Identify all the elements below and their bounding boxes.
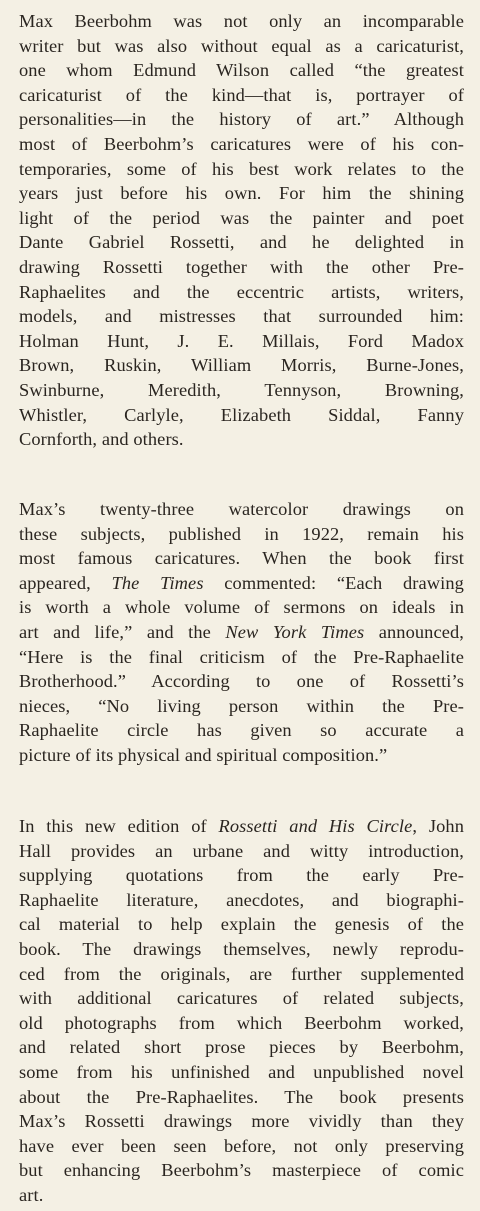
line-text: models, and mistresses that surrounded him: [19, 306, 464, 327]
line-text: most of Beerbohm’s caricatures were of his con- [19, 133, 464, 154]
text-line [19, 546, 464, 571]
text-line [19, 304, 464, 329]
text-line [19, 230, 464, 255]
line-text: have ever been seen before, not only preserving [19, 1135, 464, 1156]
paragraph-3 [19, 814, 464, 1208]
italic-title-text: The Times [111, 572, 204, 593]
line-text: picture of its physical and spiritual composition.” [19, 744, 388, 765]
line-text: Max’s Rossetti drawings more vividly than they [19, 1111, 464, 1132]
text-line [19, 645, 464, 670]
text-line [19, 1158, 464, 1183]
line-text: book. The drawings themselves, newly reprodu- [19, 938, 464, 959]
line-text: cal material to help explain the genesis of the [19, 914, 464, 935]
line-text: Swinburne, Meredith, Tennyson, Browning, [19, 379, 464, 400]
text-line [19, 206, 464, 231]
line-text: temporaries, some of his best work relates to the [19, 158, 464, 179]
line-text: most famous caricatures. When the book first [19, 548, 464, 569]
line-text: caricaturist of the kind—that is, portrayer of [19, 84, 464, 105]
text-line [19, 58, 464, 83]
line-text: these subjects, published in 1922, remain his [19, 523, 464, 544]
line-text: Raphaelite literature, anecdotes, and biographi- [19, 889, 464, 910]
text-line [19, 620, 464, 645]
text-line [19, 937, 464, 962]
line-text: is worth a whole volume of sermons on ideals in [19, 597, 464, 618]
text-line [19, 403, 464, 428]
line-text: art. [19, 1184, 44, 1205]
line-text: one whom Edmund Wilson called “the greatest [19, 60, 464, 81]
line-text: “Here is the final criticism of the Pre-Raphaelite [19, 646, 464, 667]
text-line [19, 181, 464, 206]
text-line [19, 34, 464, 59]
line-text: Dante Gabriel Rossetti, and he delighted in [19, 232, 464, 253]
text-line [19, 1085, 464, 1110]
text-line [19, 497, 464, 522]
line-text: , John [412, 816, 464, 836]
line-text: announced, [364, 621, 464, 642]
line-text: nieces, “No living person within the Pre- [19, 695, 464, 716]
text-line [19, 1060, 464, 1085]
text-line [19, 814, 464, 839]
line-text: drawing Rossetti together with the other Pre- [19, 256, 464, 277]
text-line [19, 962, 464, 987]
text-line [19, 1035, 464, 1060]
line-text: Hall provides an urbane and witty introduction, [19, 840, 464, 861]
text-line [19, 427, 464, 452]
line-text: years just before his own. For him the shining [19, 183, 464, 204]
line-text: supplying quotations from the early Pre- [19, 865, 464, 886]
text-line [19, 888, 464, 913]
italic-title-text: Rossetti and His Circle [218, 816, 413, 836]
line-text: Raphaelites and the eccentric artists, writers, [19, 281, 464, 302]
line-text: Brotherhood.” According to one of Rossetti’s [19, 671, 464, 692]
text-line [19, 571, 464, 596]
line-text: about the Pre-Raphaelites. The book presents [19, 1086, 464, 1107]
text-line [19, 353, 464, 378]
line-text: Raphaelite circle has given so accurate a [19, 720, 464, 741]
text-line [19, 9, 464, 34]
text-line [19, 1183, 464, 1208]
line-text: with additional caricatures of related subjects, [19, 988, 464, 1009]
text-line [19, 107, 464, 132]
line-text: Cornforth, and others. [19, 429, 184, 450]
line-text: light of the period was the painter and poet [19, 207, 464, 228]
text-line [19, 986, 464, 1011]
line-text: appeared, [19, 572, 112, 593]
line-text: and related short prose pieces by Beerbohm, [19, 1037, 464, 1058]
text-line [19, 912, 464, 937]
line-text: Max Beerbohm was not only an incomparable [19, 11, 464, 31]
text-line [19, 1011, 464, 1036]
line-text: In this new edition of [19, 816, 219, 836]
line-text: ced from the originals, are further supplemented [19, 963, 464, 984]
line-text: commented: “Each drawing [203, 572, 464, 593]
line-text: personalities—in the history of art.” Although [19, 109, 464, 130]
text-line [19, 522, 464, 547]
line-text: Brown, Ruskin, William Morris, Burne-Jones, [19, 355, 464, 376]
text-line [19, 132, 464, 157]
paragraph-2 [19, 497, 464, 768]
text-line [19, 157, 464, 182]
text-line [19, 694, 464, 719]
paragraph-1 [19, 9, 464, 452]
line-text: some from his unfinished and unpublished novel [19, 1061, 464, 1082]
text-line [19, 669, 464, 694]
text-line [19, 863, 464, 888]
italic-title-text: New York Times [225, 621, 365, 642]
line-text: art and life,” and the [19, 621, 226, 642]
text-line [19, 1134, 464, 1159]
text-line [19, 329, 464, 354]
line-text: writer but was also without equal as a caricaturist, [19, 35, 464, 56]
text-line [19, 83, 464, 108]
line-text: old photographs from which Beerbohm worked, [19, 1012, 464, 1033]
text-line [19, 839, 464, 864]
line-text: Max’s twenty-three watercolor drawings on [19, 499, 464, 519]
text-line [19, 280, 464, 305]
line-text: Holman Hunt, J. E. Millais, Ford Madox [19, 330, 464, 351]
text-line [19, 1109, 464, 1134]
text-line [19, 743, 464, 768]
text-line [19, 718, 464, 743]
text-line [19, 595, 464, 620]
line-text: but enhancing Beerbohm’s masterpiece of comic [19, 1160, 464, 1181]
text-line [19, 255, 464, 280]
line-text: Whistler, Carlyle, Elizabeth Siddal, Fanny [19, 404, 464, 425]
text-line [19, 378, 464, 403]
